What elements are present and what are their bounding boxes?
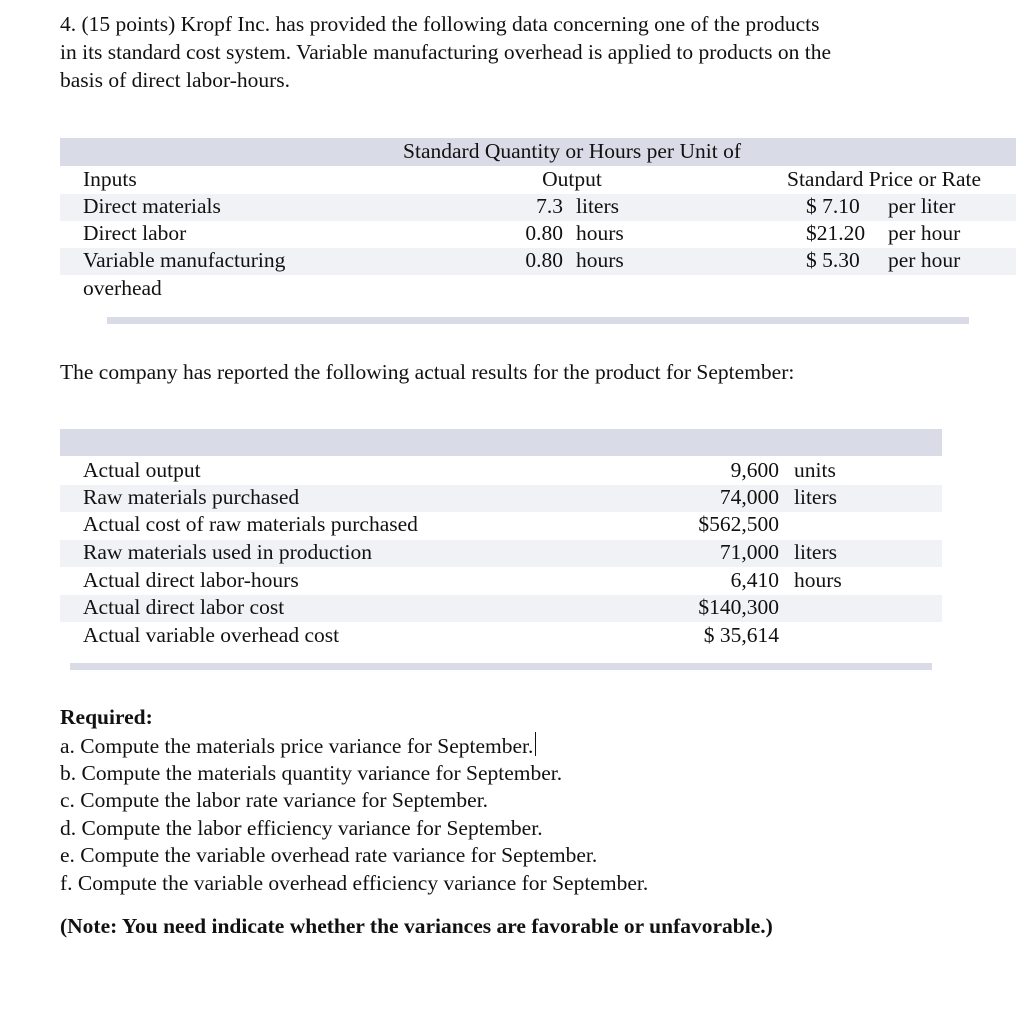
actual-label: Actual direct labor-hours: [83, 568, 299, 592]
standards-input: Direct labor: [83, 221, 187, 245]
actual-value: 6,410: [730, 568, 779, 592]
actual-label: Actual output: [83, 458, 201, 482]
standards-price-unit: per hour: [888, 221, 961, 245]
actual-label: Actual direct labor cost: [83, 595, 285, 619]
question-line-1: 4. (15 points) Kropf Inc. has provided the following data concerning one of the products: [60, 12, 820, 36]
standards-qty: 0.80: [525, 221, 563, 245]
standards-price-unit: per liter: [888, 194, 956, 218]
actual-value: 9,600: [730, 458, 779, 482]
required-item-a: [60, 732, 536, 760]
required-item-c: c. Compute the labor rate variance for September.: [60, 788, 489, 812]
standards-price: $ 5.30: [806, 248, 860, 272]
question-line-3: basis of direct labor-hours.: [60, 68, 291, 92]
actual-label: Raw materials used in production: [83, 540, 372, 564]
actual-value: $ 35,614: [703, 623, 779, 647]
text-cursor: [535, 732, 536, 756]
actual-value: 74,000: [719, 485, 779, 509]
standards-input: Variable manufacturing: [83, 248, 286, 272]
required-item-f: f. Compute the variable overhead efficiency variance for September.: [60, 871, 649, 895]
required-item-d: d. Compute the labor efficiency variance for September.: [60, 816, 543, 840]
header-inputs: Inputs: [83, 167, 137, 191]
standards-price-unit: per hour: [888, 248, 961, 272]
actual-value: 71,000: [719, 540, 779, 564]
actual-bottom-rule: [70, 663, 932, 670]
question-line-2: in its standard cost system. Variable manufacturing overhead is applied to products on the: [60, 40, 832, 64]
standards-qty-unit: hours: [576, 221, 624, 245]
standards-input-line2: overhead: [83, 276, 162, 300]
actual-header-band: [60, 429, 942, 456]
standards-input: Direct materials: [83, 194, 221, 218]
actual-unit: liters: [794, 485, 837, 509]
required-item-b: b. Compute the materials quantity variance for September.: [60, 761, 563, 785]
standards-qty-unit: hours: [576, 248, 624, 272]
standards-qty: 0.80: [525, 248, 563, 272]
actual-value: $562,500: [698, 512, 779, 536]
required-title: Required:: [60, 705, 153, 729]
actual-value: $140,300: [698, 595, 779, 619]
header-qty-line2: Output: [542, 167, 602, 191]
required-note: (Note: You need indicate whether the variances are favorable or unfavorable.): [60, 914, 773, 938]
header-price: Standard Price or Rate: [787, 167, 982, 191]
header-qty-line1: Standard Quantity or Hours per Unit of: [403, 139, 741, 163]
actual-label: Actual variable overhead cost: [83, 623, 340, 647]
standards-qty: 7.3: [536, 194, 563, 218]
standards-qty-unit: liters: [576, 194, 619, 218]
required-item-a-text: a. Compute the materials price variance for September.: [60, 734, 534, 758]
actual-unit: units: [794, 458, 836, 482]
required-item-e: e. Compute the variable overhead rate variance for September.: [60, 843, 598, 867]
actual-label: Raw materials purchased: [83, 485, 300, 509]
actual-unit: hours: [794, 568, 842, 592]
standards-bottom-rule: [107, 317, 969, 324]
actual-intro: The company has reported the following actual results for the product for September:: [60, 360, 795, 384]
actual-unit: liters: [794, 540, 837, 564]
standards-price: $ 7.10: [806, 194, 860, 218]
standards-price: $21.20: [806, 221, 866, 245]
actual-label: Actual cost of raw materials purchased: [83, 512, 418, 536]
